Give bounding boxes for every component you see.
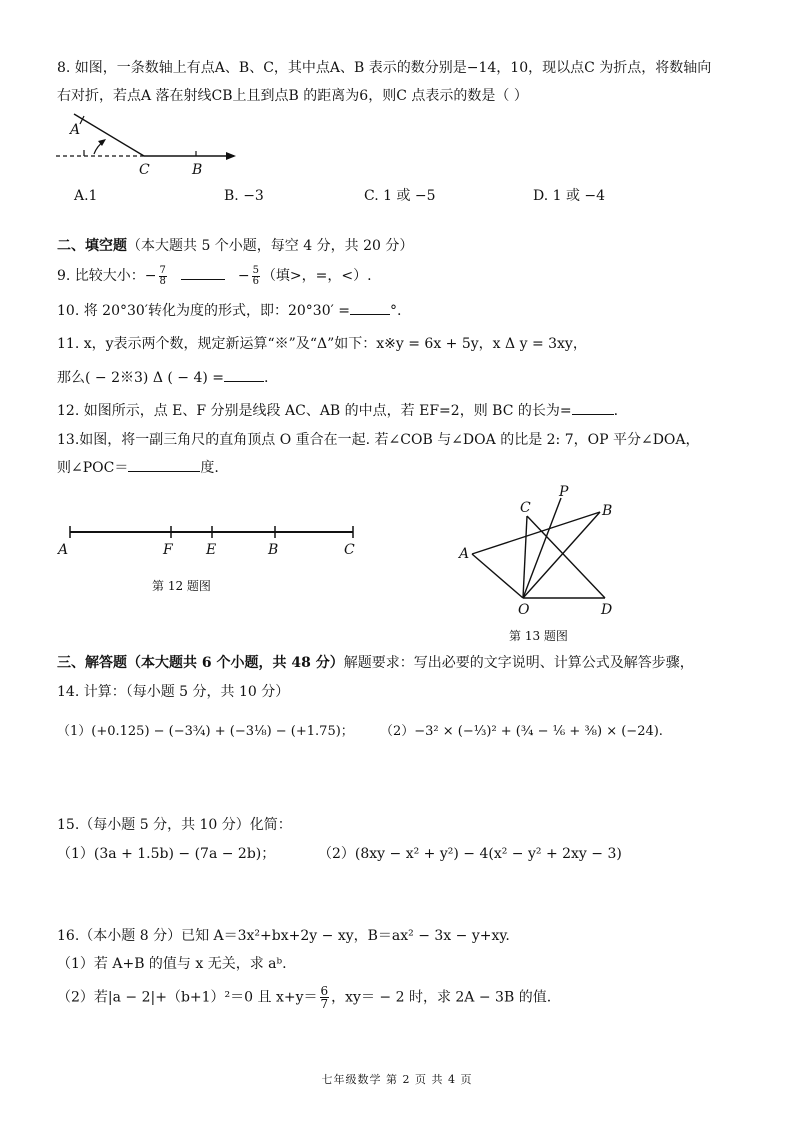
section3-desc: 解题要求：写出必要的文字说明、计算公式及解答步骤， [343, 655, 694, 671]
fig13-label-b: B [602, 503, 613, 519]
q16-part1: （1）若 A+B 的值与 x 无关，求 aᵇ. [57, 956, 287, 972]
q13-end: 度. [200, 460, 219, 476]
q13-answer-blank[interactable] [128, 457, 200, 472]
fig13-label-a: A [459, 546, 470, 562]
q14-part1: （1）(+0.125) − (−3¾) + (−3⅛) − (+1.75)； [57, 724, 354, 739]
q8-option-d: D. 1 或 −4 [533, 188, 606, 204]
q13-line1: 13.如图，将一副三角尺的直角顶点 O 重合在一起. 若∠COB 与∠DOA 的比是 2: 7，OP 平分∠DOA， [57, 432, 700, 448]
q16-part2-text: （2）若|a − 2|+（b+1）²＝0 且 x+y＝ [57, 989, 318, 1006]
q8-label-c: C [139, 162, 150, 178]
q8-option-b: B. −3 [224, 188, 264, 204]
q9-answer-blank[interactable] [181, 265, 225, 280]
q10-text: 10. 将 20°30′转化为度的形式，即：20°30′ = [57, 303, 350, 319]
fig12-label-f: F [163, 542, 173, 558]
section2-heading [57, 236, 413, 256]
q16-head: 16.（本小题 8 分）已知 A＝3x²+bx+2y − xy，B＝ax² − 3x − y+xy. [57, 928, 510, 944]
q9-frac2: $\frac{5}{6}$ [252, 264, 259, 287]
q12-text: 12. 如图所示，点 E、F 分别是线段 AC、AB 的中点，若 EF=2，则 BC 的长为= [57, 403, 572, 419]
fig12-label-b: B [268, 542, 279, 558]
q8-option-a: A.1 [74, 188, 98, 204]
page-footer: 七年级数学 第 2 页 共 4 页 [321, 1073, 473, 1086]
q15-part2: （2）(8xy − x² + y²) − 4(x² − y² + 2xy − 3) [318, 846, 622, 862]
fig13-label-p: P [559, 484, 569, 500]
q16-part2 [57, 985, 551, 1010]
q10-answer-blank[interactable] [350, 300, 390, 315]
fig13-label-o: O [518, 602, 530, 618]
q9-suffix: （填>，=，<）. [261, 268, 372, 284]
q15-part1: （1）(3a + 1.5b) − (7a − 2b)； [57, 846, 276, 862]
fig12-diagram [55, 518, 365, 568]
q16-frac: $\frac{6}{7}$ [320, 984, 329, 1011]
q9-middle: − [237, 268, 250, 284]
section2-title: 二、填空题 [57, 238, 127, 254]
q9-prefix: 9. 比较大小：− [57, 268, 157, 284]
fig13-label-d: D [601, 602, 613, 618]
q8-option-c: C. 1 或 −5 [364, 188, 436, 204]
q14-head: 14. 计算：（每小题 5 分，共 10 分） [57, 684, 290, 700]
q9-frac1: $\frac{7}{8}$ [159, 264, 166, 287]
q8-line2: 右对折，若点A 落在射线CB上且到点B 的距离为6，则C 点表示的数是（ ） [57, 88, 528, 104]
section3-title: 三、解答题（本大题共 6 个小题，共 48 分） [57, 655, 344, 671]
q11-end: . [264, 370, 269, 386]
q13-line2 [57, 457, 219, 478]
fig13-label-c: C [520, 500, 531, 516]
q11-answer-blank[interactable] [224, 367, 264, 382]
fig13-caption: 第 13 题图 [509, 629, 568, 643]
q8-label-b: B [192, 162, 203, 178]
fig12-caption: 第 12 题图 [152, 579, 211, 593]
fig12-label-c: C [344, 542, 355, 558]
q8-figure [50, 108, 250, 180]
q11-line1: 11. x，y表示两个数，规定新运算“※”及“Δ”如下：x※y = 6x + 5y，x Δ y = 3xy， [57, 336, 587, 352]
section3-heading [57, 653, 694, 673]
q10-end: °. [389, 303, 402, 319]
section2-desc: （本大题共 5 个小题，每空 4 分，共 20 分） [127, 238, 414, 254]
q9 [57, 265, 372, 287]
q11-line2 [57, 367, 268, 388]
q14-part2: （2）−3² × (−⅓)² + (¾ − ⅙ + ⅜) × (−24). [380, 724, 663, 739]
q12 [57, 400, 618, 421]
q12-answer-blank[interactable] [572, 400, 614, 415]
q10 [57, 300, 401, 321]
q12-end: . [613, 403, 619, 419]
q8-line1: 8. 如图，一条数轴上有点A、B、C，其中点A、B 表示的数分别是−14，10，现以点C 为折点，将数轴向 [57, 60, 712, 76]
q8-label-a: A [70, 122, 81, 138]
q11-expr: 那么( − 2※3) Δ ( − 4) = [57, 370, 225, 386]
fig13-diagram [455, 484, 625, 624]
fig12-label-e: E [206, 542, 217, 558]
fig12-label-a: A [58, 542, 69, 558]
q16-part2-end: ，xy＝ − 2 时，求 2A − 3B 的值. [331, 989, 552, 1006]
q13-text: 则∠POC＝ [57, 460, 129, 476]
q15-head: 15.（每小题 5 分，共 10 分）化简： [57, 817, 292, 833]
